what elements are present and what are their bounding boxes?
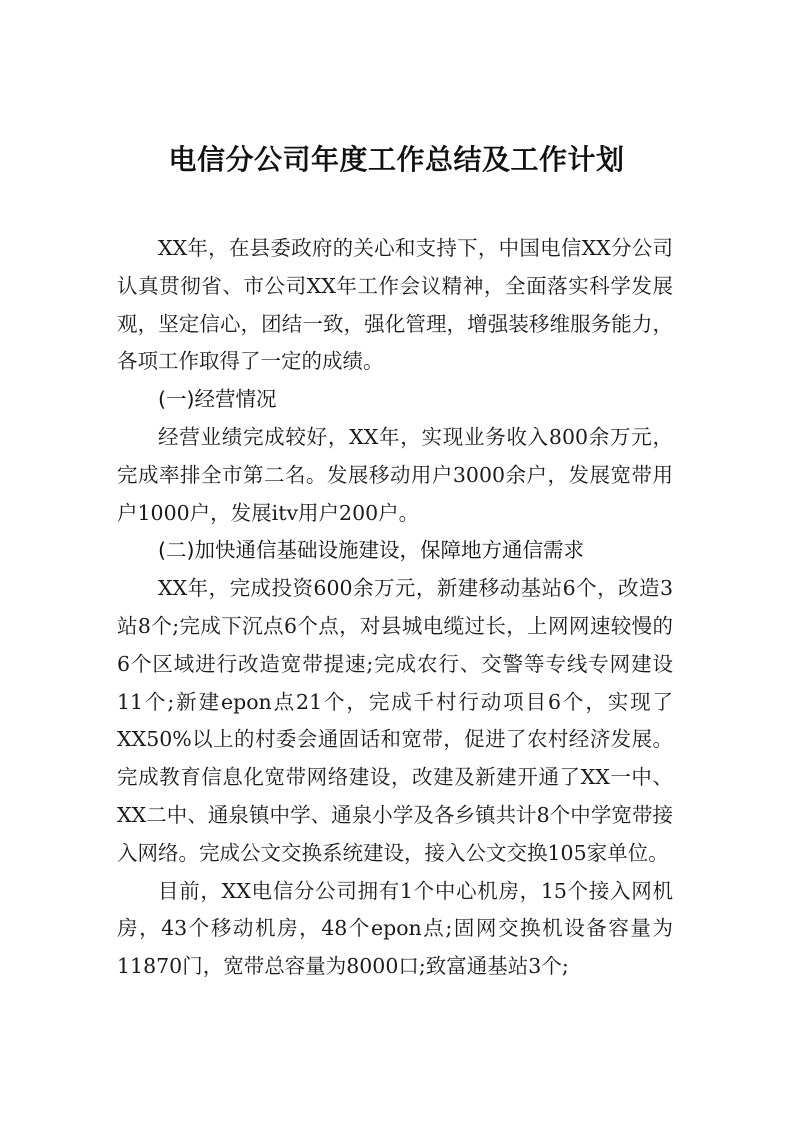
- business-paragraph: 经营业绩完成较好，XX年，实现业务收入800余万元，完成率排全市第二名。发展移动用户3000余户，发展宽带用户1000户，发展itv用户200户。: [117, 424, 673, 525]
- section-heading-infrastructure: (二)加快通信基础设施建设，保障地方通信需求: [158, 538, 584, 563]
- document-title: 电信分公司年度工作总结及工作计划: [168, 143, 625, 176]
- section-heading-business: (一)经营情况: [158, 387, 277, 412]
- current-status-paragraph: 目前，XX电信分公司拥有1个中心机房，15个接入网机房，43个移动机房，48个epon点;固网交换机设备容量为11870门，宽带总容量为8000口;致富通基站3个;: [117, 878, 673, 979]
- intro-paragraph: XX年，在县委政府的关心和支持下，中国电信XX分公司认真贯彻省、市公司XX年工作会议精神，全面落实科学发展观，坚定信心，团结一致，强化管理，增强装移维服务能力，各项工作取得了一定的成绩。: [117, 236, 673, 374]
- document-body: [117, 230, 673, 986]
- infrastructure-paragraph: XX年，完成投资600余万元，新建移动基站6个，改造3站8个;完成下沉点6个点，对县城电缆过长，上网网速较慢的6个区域进行改造宽带提速;完成农行、交警等专线专网建设11个;新建epon点21个，完成千村行动项目6个，实现了XX50%以上的村委会通固话和宽带，促进了农村经济发展。完成教育信息化宽带网络建设，改建及新建开通了XX一中、XX二中、通泉镇中学、通泉小学及各乡镇共计8个中学宽带接入网络。完成公文交换系统建设，接入公文交换105家单位。: [117, 576, 673, 865]
